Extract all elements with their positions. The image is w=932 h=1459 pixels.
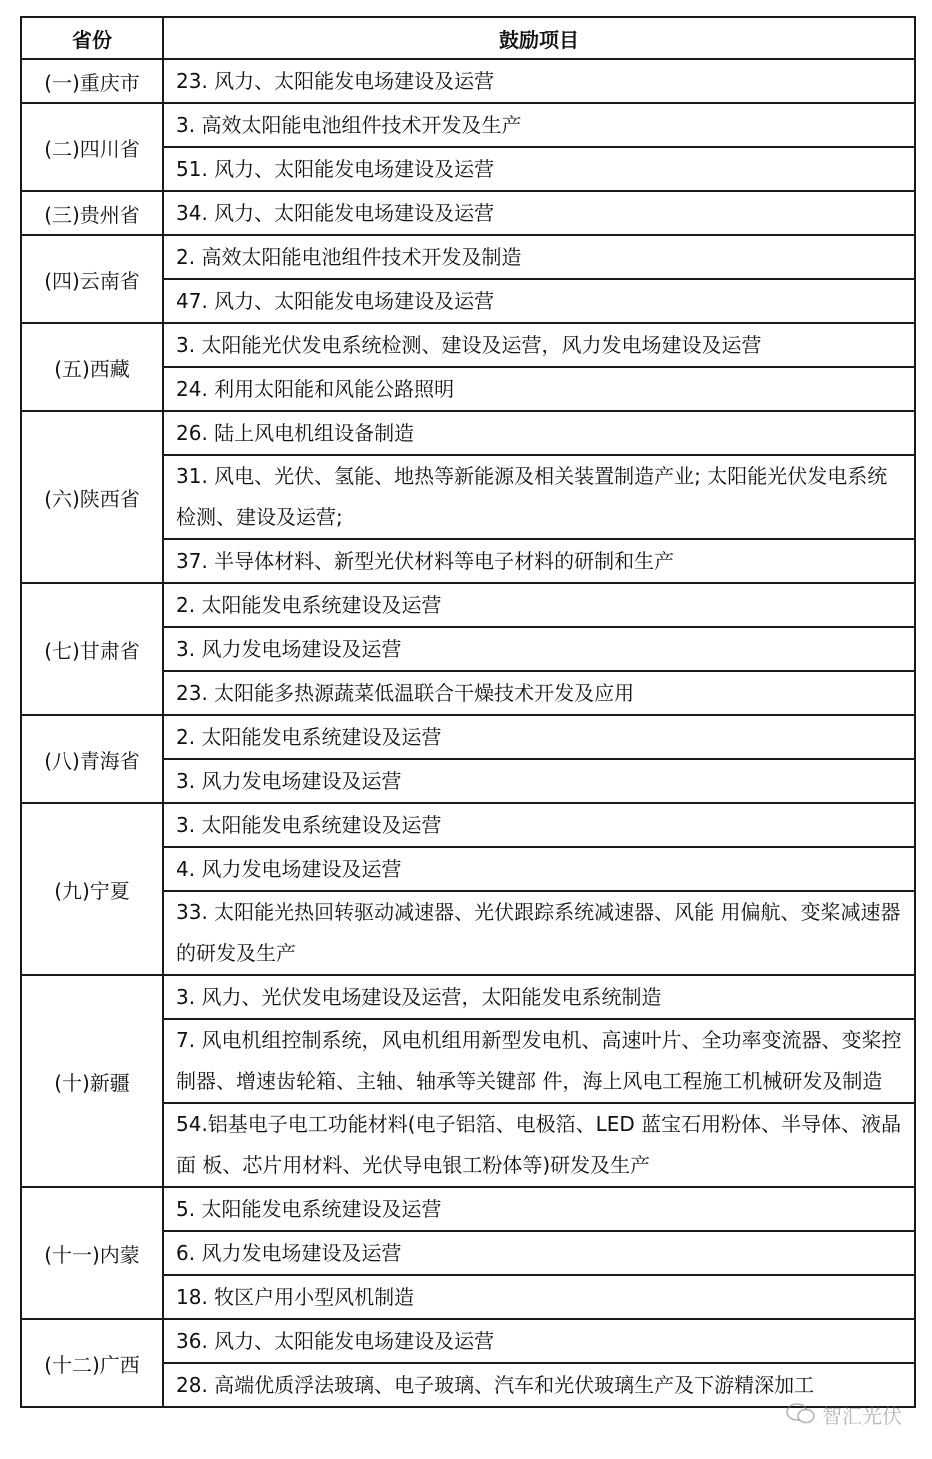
table-row: [21, 323, 915, 367]
project-cell: 2. 太阳能发电系统建设及运营: [163, 583, 915, 627]
project-cell: 3. 风力、光伏发电场建设及运营，太阳能发电系统制造: [163, 975, 915, 1019]
project-cell: 4. 风力发电场建设及运营: [163, 847, 915, 891]
project-cell: 33. 太阳能光热回转驱动减速器、光伏跟踪系统减速器、风能 用偏航、变桨减速器的研发及生产: [163, 891, 915, 975]
project-cell: 3. 太阳能光伏发电系统检测、建设及运营，风力发电场建设及运营: [163, 323, 915, 367]
table-row: [21, 411, 915, 455]
project-cell: 3. 风力发电场建设及运营: [163, 759, 915, 803]
table-row: [21, 715, 915, 759]
table-row: [21, 803, 915, 847]
project-cell: 5. 太阳能发电系统建设及运营: [163, 1187, 915, 1231]
project-cell: 31. 风电、光伏、氢能、地热等新能源及相关装置制造产业; 太阳能光伏发电系统检测、建设及运营;: [163, 455, 915, 539]
province-cell: (一)重庆市: [21, 59, 163, 103]
project-cell: 7. 风电机组控制系统，风电机组用新型发电机、高速叶片、全功率变流器、变桨控制器、增速齿轮箱、主轴、轴承等关键部 件，海上风电工程施工机械研发及制造: [163, 1019, 915, 1103]
project-cell: 26. 陆上风电机组设备制造: [163, 411, 915, 455]
province-cell: (十)新疆: [21, 975, 163, 1187]
policy-table: [20, 16, 916, 1408]
project-cell: 2. 高效太阳能电池组件技术开发及制造: [163, 235, 915, 279]
project-cell: 23. 太阳能多热源蔬菜低温联合干燥技术开发及应用: [163, 671, 915, 715]
project-cell: 3. 太阳能发电系统建设及运营: [163, 803, 915, 847]
watermark-text: 智汇光伏: [822, 1403, 902, 1428]
table-row: [21, 583, 915, 627]
project-cell: 6. 风力发电场建设及运营: [163, 1231, 915, 1275]
table-row: [21, 191, 915, 235]
province-cell: (二)四川省: [21, 103, 163, 191]
project-cell: 23. 风力、太阳能发电场建设及运营: [163, 59, 915, 103]
header-province: 省份: [21, 17, 163, 59]
province-cell: (六)陕西省: [21, 411, 163, 583]
watermark: [786, 1394, 902, 1434]
project-cell: 47. 风力、太阳能发电场建设及运营: [163, 279, 915, 323]
table-body: [21, 59, 915, 1407]
table-row: [21, 59, 915, 103]
table-row: [21, 1319, 915, 1363]
project-cell: 3. 高效太阳能电池组件技术开发及生产: [163, 103, 915, 147]
project-cell: 3. 风力发电场建设及运营: [163, 627, 915, 671]
table-row: [21, 1187, 915, 1231]
province-cell: (八)青海省: [21, 715, 163, 803]
wechat-icon: [786, 1403, 816, 1425]
project-cell: 36. 风力、太阳能发电场建设及运营: [163, 1319, 915, 1363]
project-cell: 51. 风力、太阳能发电场建设及运营: [163, 147, 915, 191]
project-cell: 37. 半导体材料、新型光伏材料等电子材料的研制和生产: [163, 539, 915, 583]
table-row: [21, 103, 915, 147]
project-cell: 2. 太阳能发电系统建设及运营: [163, 715, 915, 759]
table-row: [21, 975, 915, 1019]
province-cell: (五)西藏: [21, 323, 163, 411]
project-cell: 18. 牧区户用小型风机制造: [163, 1275, 915, 1319]
project-cell: 24. 利用太阳能和风能公路照明: [163, 367, 915, 411]
province-cell: (七)甘肃省: [21, 583, 163, 715]
table-row: [21, 235, 915, 279]
province-cell: (三)贵州省: [21, 191, 163, 235]
project-cell: 54.铝基电子电工功能材料(电子铝箔、电极箔、LED 蓝宝石用粉体、半导体、液晶面 板、芯片用材料、光伏导电银工粉体等)研发及生产: [163, 1103, 915, 1187]
province-cell: (十二)广西: [21, 1319, 163, 1407]
header-projects: 鼓励项目: [163, 17, 915, 59]
project-cell: 34. 风力、太阳能发电场建设及运营: [163, 191, 915, 235]
province-cell: (四)云南省: [21, 235, 163, 323]
header-row: [21, 17, 915, 59]
province-cell: (十一)内蒙: [21, 1187, 163, 1319]
province-cell: (九)宁夏: [21, 803, 163, 975]
project-cell: 28. 高端优质浮法玻璃、电子玻璃、汽车和光伏玻璃生产及下游精深加工: [163, 1363, 915, 1407]
